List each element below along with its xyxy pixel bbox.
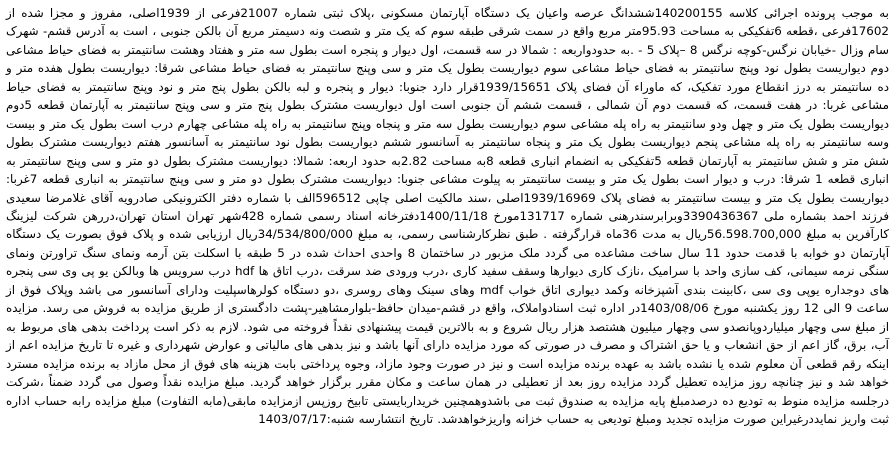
notice-body-text: به موجب پرونده اجرائی کلاسه 140200155ششدانگ عرصه واعیان یک دستگاه آپارتمان مسکونی ،پلاک ثبتی شماره 21007فرعی از 1939اصلی، مفروز و مجزا شده از 17602فرعی ،قطعه 6تفکیکی به مساحت 95.93متر مربع واقع در سمت شرقی طبقه سوم که یک متر و شصت ونه دسیمتر مربع آن بالکن جنوبی ، است به آدرس قشم- شهرک سام وزال -خیابان نرگس-کوچه نرگس 8 –پلاک 5 - .به حدودواربعه : شمالا در سه قسمت، اول دیوار و پنجره است بطول سه متر و هفتاد وهشت سانتیمتر به فضای حیاط مشاعی دوم دیواریست بطول نود وپنج سانتیمتر به فضای حیاط مشاعی سوم دیواریست بطول یک متر و سی وپنج سانتیمتر به فضای حیاط مشاعی شرقا: دیواریست بطول هفده متر و ده سانتیمتر به درز انقطاع مورد تفکیک، که ماوراء آن فضای پلاک 1939/15651قرار دارد جنوبا: دیوار و پنجره و لبه بالکن بطول پنج متر و نود وپنج سانتیمتر به فضای حیاط مشاعی غربا: در هفت قسمت، که قسمت دوم آن شمالی ، قسمت ششم آن جنوبی است اول دیواریست مشترک بطول پنج متر و سی وپنج سانتیمتر به آپارتمان قطعه 5دوم دیواریست بطول یک متر و چهل ودو سانتیمتر به راه پله مشاعی سوم دیواریست بطول سه متر و پنجاه وپنج سانتیمتر به راه پله مشاعی چهارم درب است بطول یک متر و بیست وسه سانتیمتر به راه پله مشاعی پنجم دیواریست بطول یک متر و پنجاه سانتیمتر به آسانسور ششم دیواریست بطول نود سانتیمتر به آسانسور هفتم دیواریست مشترک بطول شش متر و شش سانتیمتر به آپارتمان قطعه 5تفکیکی به انضمام انباری قطعه 8به مساحت 2.82به حدود اربعه: شمالا: دیواریست مشترک بطول دو متر و سی وپنج سانتیمتر به انباری قطعه 1 شرقا: درب و دیوار است بطول یک متر و بیست سانتیمتر به پیلوت مشاعی جنوبا: دیواریست مشترک بطول دو متر و سی وپنج سانتیمتر به انباری قطعه 7غربا: دیواریست بطول یک متر و بیست سانتیمتر به فضای پلاک 1939/16969اصلی ،سند مالکیت اصلی چاپی 596512الف با شماره دفتر الکترونیکی صادرویه آقای غلامرضا سعیدی فرزند احمد بشماره ملی 3390436367وبرابرسندرهنی شماره 131717مورخ 1400/11/18دفترخانه اسناد رسمی شماره 428شهر تهران استان تهران،دررهن شرکت لیزینگ کارآفرین به مبلغ 56.598.700,000ریال به مدت 36ماه قرارگرفته . طبق نظرکارشناسی رسمی، به مبلغ 34/534/800/000ریال ارزیابی شده و پلاک فوق بصورت یک دستگاه آپارتمان دو خوابه با قدمت حدود 11 سال ساخت مشاعده می گردد ملک مزبور در ساختمان 8 واحدی احداث شده در 5 طبقه با اسکلت بتن آرمه ونمای سنگ تراورتن ونمای سنگی نرمه سیمانی، کف سازی واحد با سرامیک ،نازک کاری دیوارها وسقف سفید کاری ،درب ورودی ضد سرقت ،درب اتاق ها hdf درب سرویس ها وبالکن یو پی وی سی پنجره های دوجداره یوپی وی سی ،کابینت بندی آشپزخانه وکمد دیواری اتاق خواب mdf وهای سینک وهای روسری ،دو دستگاه کولرهاسپلیت ودارای آسانسور می باشد وپلاک فوق از ساعت 9 الی 12 روز یکشنبه مورخ 1403/08/06در اداره ثبت اسنادواملاک، واقع در قشم-میدان حافظ-بلوارمشاهیر-پشت دادگستری از طریق مزایده به فروش می رسد. مزایده از مبلغ سی وچهار میلیاردوپانصدو سی وچهار میلیون هشتصد هزار ریال شروع و به بالاترین قیمت پیشنهادی نقداً فروخته می شود. لازم به ذکر است پرداخت بدهی های مربوط به آب، برق، گاز اعم از حق انشعاب و یا حق اشتراک و مصرف در صورتی که مورد مزایده دارای آنها باشد و نیز بدهی های مالیاتی و عوارض شهرداری و غیره تا تاریخ مزایده اعم از اینکه رقم قطعی آن معلوم شده یا نشده باشد به عهده برنده مزایده است و نیز در صورت وجود مازاد، وجوه پرداختی بابت هزینه های فوق از محل مازاد به برنده مزایده مسترد خواهد شد و نیز چنانچه روز مزایده تعطیل گردد مزایده روز بعد از تعطیلی در همان ساعت و مکان مقرر برگزار خواهد گردید. مبلغ مزایده نقداً وصول می گردد ضمناً ،شرکت درجلسه مزایده منوط به تودیع ده درصدمبلغ پایه مزایده به صندوق ثبت می باشدوهمچنین خریداربایستی تابیخ روزپس ازمزایده مابقی(مابه التفاوت) مبلغ مزایده رابه حساب اداره ثبت واریز نمایددرغیراین صورت مزایده تجدید ومبلغ تودیعی به حساب خزانه واریزخواهدشد. تاریخ انتشارسه شنبه:1403/07/17 <box>6 6 890 426</box>
auction-notice <box>6 4 889 447</box>
